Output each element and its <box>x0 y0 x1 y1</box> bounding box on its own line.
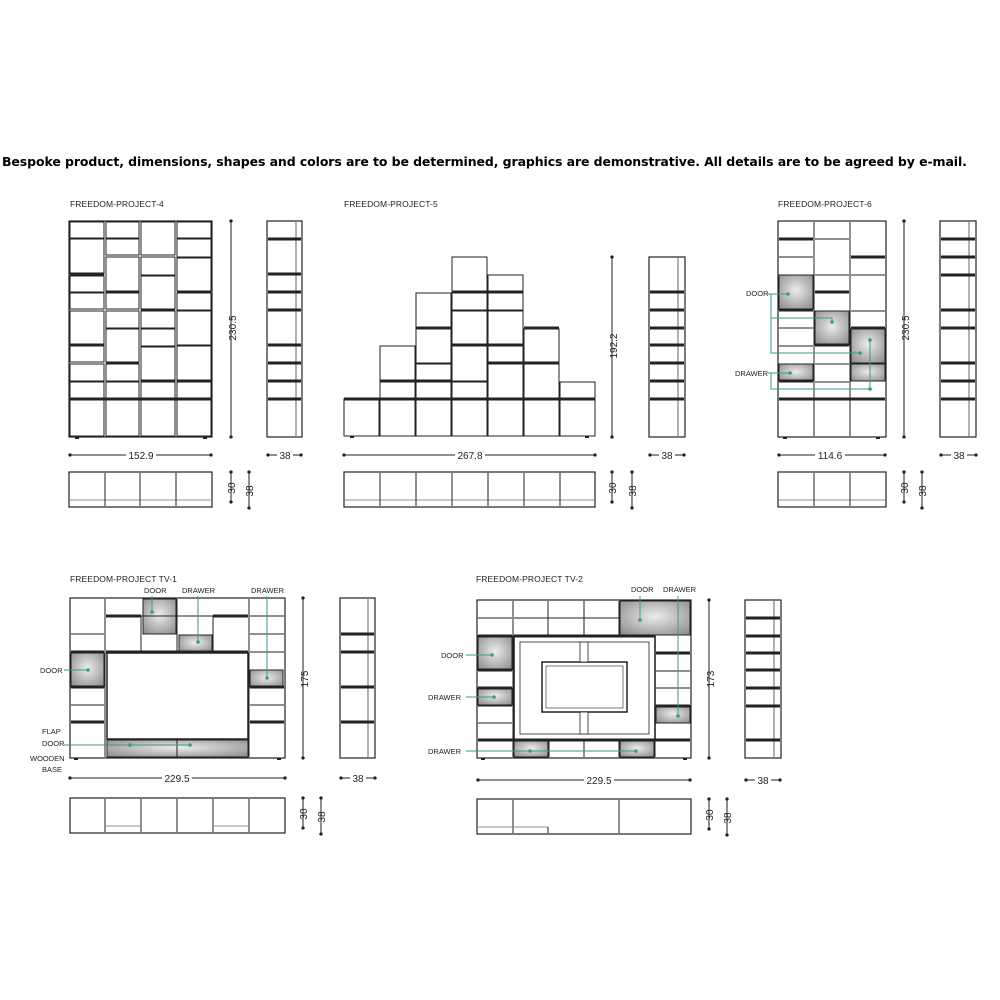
project-tv1-top-38-label: 38 <box>317 811 328 823</box>
project-4-top-view <box>69 472 249 508</box>
project-tv2-drawer-top-label: DRAWER <box>663 585 697 594</box>
project-4-top-30-label: 30 <box>227 482 238 494</box>
project-tv2-top-30-label: 30 <box>705 809 716 821</box>
project-tv1-side-view <box>340 598 375 758</box>
project-tv2-door-left-label: DOOR <box>441 651 464 660</box>
project-tv2-height-label: 173 <box>706 670 717 688</box>
project-tv1-drawer-top-label: DRAWER <box>182 586 216 595</box>
title-project-6: FREEDOM-PROJECT-6 <box>778 199 872 209</box>
project-tv2-drawer-bottom-label: DRAWER <box>428 747 462 756</box>
project-6-drawer-label: DRAWER <box>735 369 769 378</box>
project-tv1-flap-label: FLAP <box>42 727 61 736</box>
project-4-top-38-label: 38 <box>245 485 256 497</box>
disclaimer-note: Bespoke product, dimensions, shapes and colors are to be determined, graphics are demonstrative. All details are to be agreed by e-mail. <box>2 154 967 169</box>
project-5-side-view <box>649 257 685 437</box>
project-tv1-front-view <box>70 598 285 759</box>
project-tv1-door-top-label: DOOR <box>144 586 167 595</box>
project-tv2-drawer-left-label: DRAWER <box>428 693 462 702</box>
project-4-side-view <box>267 221 302 437</box>
title-project-4: FREEDOM-PROJECT-4 <box>70 199 164 209</box>
project-4-width-label: 152.9 <box>128 451 154 462</box>
project-tv1-top-view <box>70 798 321 834</box>
project-6-height-label: 230.5 <box>901 315 912 341</box>
project-tv1-base-label: BASE <box>42 765 63 774</box>
project-tv2-side-view <box>745 600 781 758</box>
project-tv1-height-label: 175 <box>300 670 311 688</box>
title-project-5: FREEDOM-PROJECT-5 <box>344 199 438 209</box>
project-tv2-depth-label: 38 <box>757 776 769 787</box>
project-6-width-label: 114.6 <box>817 451 843 462</box>
project-tv2-top-view <box>477 799 727 835</box>
project-tv1-door-left-label: DOOR <box>40 666 63 675</box>
project-4-depth-label: 38 <box>279 451 291 462</box>
project-tv2-door-top-label: DOOR <box>631 585 654 594</box>
project-4-height-label: 230.5 <box>228 315 239 341</box>
project-5-height-label: 192.2 <box>609 333 620 359</box>
project-tv1-wooden-label: WOODEN <box>30 754 65 763</box>
project-6-top-38-label: 38 <box>918 485 929 497</box>
project-5-top-view <box>344 472 632 508</box>
project-tv1-drawer-right-label: DRAWER <box>251 586 285 595</box>
title-project-tv1: FREEDOM-PROJECT TV-1 <box>70 574 178 584</box>
project-tv1-width-label: 229.5 <box>164 774 190 785</box>
project-5-depth-label: 38 <box>661 451 673 462</box>
project-tv1-depth-label: 38 <box>352 774 364 785</box>
project-4-front-view <box>69 221 212 438</box>
project-tv2-top-38-label: 38 <box>723 812 734 824</box>
project-tv2-width-label: 229.5 <box>586 776 612 787</box>
project-tv1-door-bottom-label: DOOR <box>42 739 65 748</box>
project-6-side-view <box>940 221 976 437</box>
project-6-front-view <box>778 221 886 438</box>
project-tv2-front-view <box>477 600 691 759</box>
title-project-tv2: FREEDOM-PROJECT TV-2 <box>476 574 584 584</box>
project-5-top-30-label: 30 <box>608 482 619 494</box>
project-tv1-top-30-label: 30 <box>299 808 310 820</box>
project-6-door-label: DOOR <box>746 289 769 298</box>
project-5-top-38-label: 38 <box>628 485 639 497</box>
project-6-top-30-label: 30 <box>900 482 911 494</box>
project-6-depth-label: 38 <box>953 451 965 462</box>
project-5-width-label: 267.8 <box>457 451 483 462</box>
project-5-front-view <box>344 257 595 437</box>
